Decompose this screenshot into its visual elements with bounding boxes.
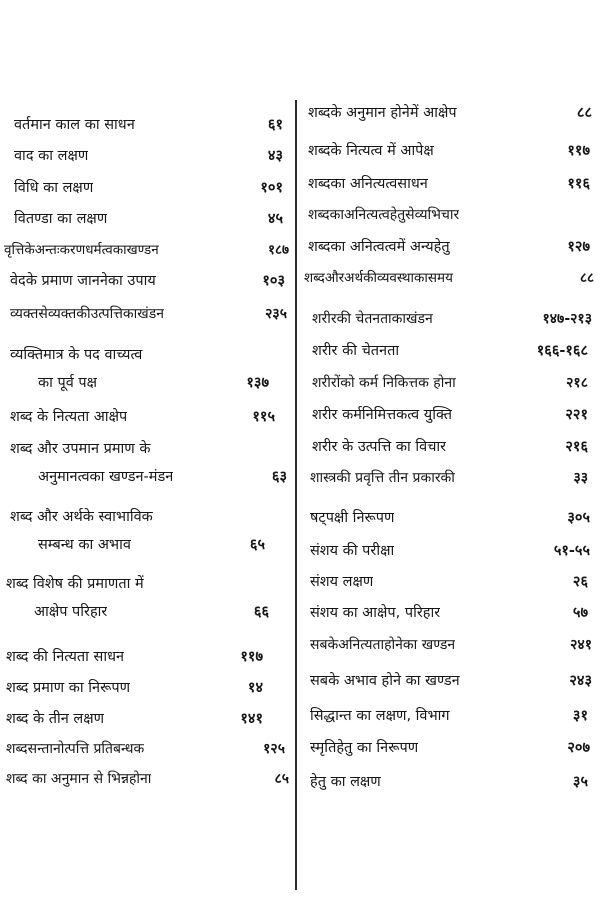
index-entry: शब्द के तीन लक्षण १४१ xyxy=(6,711,263,727)
index-entry: संशय की परीक्षा ५१-५५ xyxy=(310,543,590,559)
index-entry: शब्द का अनुमान से भिन्नहोना ८५ xyxy=(6,771,289,787)
index-entry: शब्द की नित्यता साधन ११७ xyxy=(6,649,263,665)
index-entry: विधि का लक्षण १०१ xyxy=(14,180,283,196)
index-entry: शब्दका अनित्वत्वमें अन्यहेतु १२७ xyxy=(308,239,590,255)
index-entry: वेदके प्रमाण जाननेका उपाय १०३ xyxy=(10,273,285,289)
index-entry: स्मृतिहेतु का निरूपण २०७ xyxy=(310,740,590,756)
index-entry: शास्त्रकी प्रवृत्ति तीन प्रकारकी ३३ xyxy=(310,470,588,486)
index-entry: शरीरकी चेतनताकाखंडन १४७-२१३ xyxy=(312,311,592,327)
index-entry: शब्दऔरअर्थकीव्यवस्थाकासमय ८८ xyxy=(304,270,594,286)
index-entry: वितण्डा का लक्षण ४५ xyxy=(14,211,283,227)
index-entry: वर्तमान काल का साधन ६१ xyxy=(14,117,283,133)
index-entry: शब्द विशेष की प्रमाणता में आक्षेप परिहार ६६ xyxy=(6,576,269,620)
index-entry: शब्द के नित्यता आक्षेप ११५ xyxy=(10,409,275,425)
index-entry: शरीर कर्मनिमित्तकत्व युक्ति २२१ xyxy=(312,407,588,423)
index-entry: वाद का लक्षण ४३ xyxy=(14,148,283,164)
index-entry: शब्दके नित्यत्व में आपेक्ष ११७ xyxy=(308,143,590,159)
index-entry: शब्दकाअनित्यत्वहेतुसेव्यभिचार xyxy=(308,207,460,223)
index-entry: वृत्तिकेअन्तःकरणधर्मत्वकाखण्डन १८७ xyxy=(4,242,289,258)
index-entry: व्यक्तिमात्र के पद वाच्यत्व का पूर्व पक्ष १३७ xyxy=(10,347,269,391)
index-entry: शरीर की चेतनता १६६-१६८ xyxy=(312,343,588,359)
index-entry: संशय लक्षण २६ xyxy=(310,574,588,590)
index-entry: शब्द प्रमाण का निरूपण १४ xyxy=(6,680,263,696)
index-entry: सबके अभाव होने का खण्डन २४३ xyxy=(310,673,592,689)
index-entry: शरीरोंको कर्म निकित्तक होना २१८ xyxy=(312,375,588,391)
column-divider xyxy=(295,100,297,890)
index-entry: संशय का आक्षेप, परिहार ५७ xyxy=(310,605,588,621)
index-entry: शब्द और अर्थके स्वाभाविक सम्बन्ध का अभाव ६५ xyxy=(10,509,265,553)
index-entry: शब्द और उपमान प्रमाण के अनुमानत्वका खण्डन-मंडन ६३ xyxy=(10,441,287,485)
index-entry: व्यक्तसेव्यक्तकीउत्पत्तिकाखंडन २३५ xyxy=(10,306,287,322)
index-entry: शब्दका अनित्यत्वसाधन ११६ xyxy=(308,176,590,192)
index-entry: सबकेअनित्यताहोनेका खण्डन २४१ xyxy=(310,637,592,653)
index-entry: सिद्धान्त का लक्षण, विभाग ३१ xyxy=(310,708,588,724)
index-entry: शब्दसन्तानोत्पत्ति प्रतिबन्धक १२५ xyxy=(6,741,285,757)
index-entry: हेतु का लक्षण ३५ xyxy=(310,774,588,790)
index-entry: शब्दके अनुमान होनेमें आक्षेप ८८ xyxy=(308,105,592,121)
index-entry: षट्पक्षी निरूपण ३०५ xyxy=(310,510,590,526)
index-entry: शरीर के उत्पत्ति का विचार २१६ xyxy=(312,439,588,455)
